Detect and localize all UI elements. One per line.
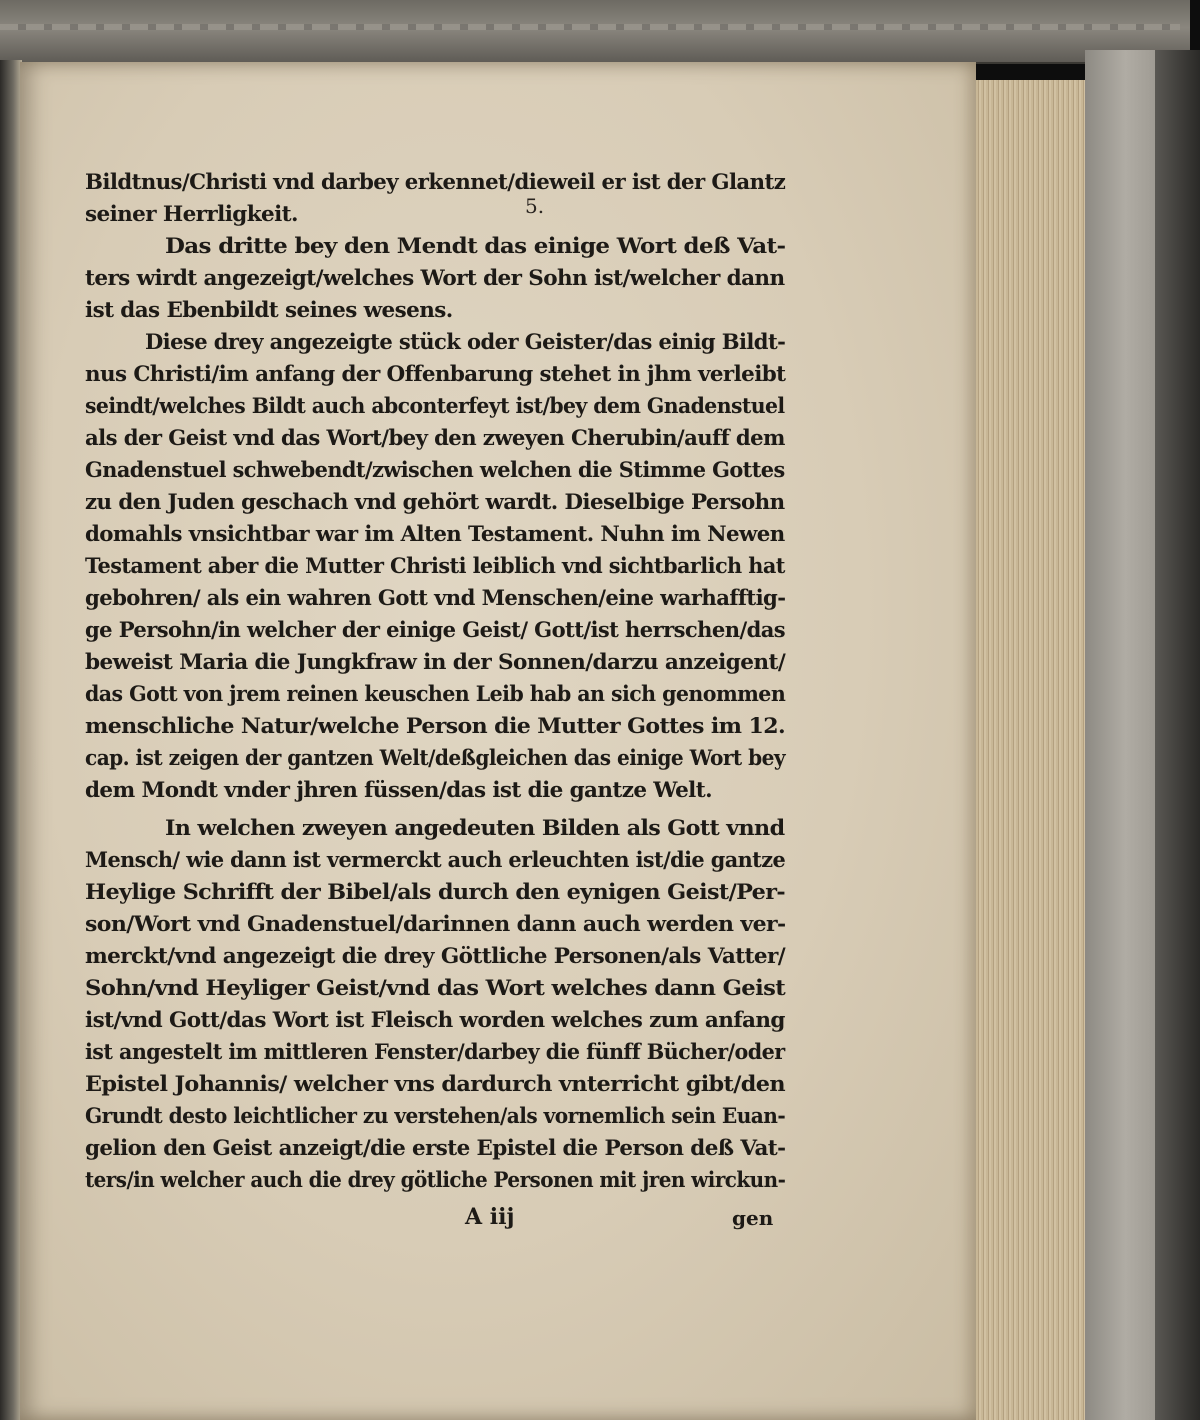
text-line: ters/in welcher auch die drey götliche Personen mit jren wirckun- xyxy=(85,1168,786,1193)
text-line: Sohn/vnd Heyliger Geist/vnd das Wort welches dann Geist xyxy=(85,976,786,1001)
text-line: dem Mondt vnder jhren füssen/das ist die gantze Welt. xyxy=(85,778,712,803)
text-line: ist angestelt im mittleren Fenster/darbey die fünff Bücher/oder xyxy=(85,1040,785,1065)
text-line: zu den Juden geschach vnd gehört wardt. Dieselbige Persohn xyxy=(85,490,785,515)
text-line: Gnadenstuel schwebendt/zwischen welchen die Stimme Gottes xyxy=(85,458,785,483)
text-line: cap. ist zeigen der gantzen Welt/deßgleichen das einige Wort bey xyxy=(85,746,785,771)
text-line: Mensch/ wie dann ist vermerckt auch erleuchten ist/die gantze xyxy=(85,848,786,873)
text-line: beweist Maria die Jungkfraw in der Sonnen/darzu anzeigent/ xyxy=(85,650,786,675)
text-line: Diese drey angezeigte stück oder Geister/das einig Bildt- xyxy=(145,330,786,355)
binding-stitching xyxy=(0,24,1180,30)
text-line: seindt/welches Bildt auch abconterfeyt ist/bey dem Gnadenstuel xyxy=(85,394,785,419)
text-line: In welchen zweyen angedeuten Bilden als Gott vnnd xyxy=(165,816,785,841)
text-line: ge Persohn/in welcher der einige Geist/ Gott/ist herrschen/das xyxy=(85,618,786,643)
text-line: das Gott von jrem reinen keuschen Leib hab an sich genommen xyxy=(85,682,786,707)
text-line: merckt/vnd angezeigt die drey Göttliche Personen/als Vatter/ xyxy=(85,944,785,969)
page-number: 5. xyxy=(525,194,545,218)
text-line: domahls vnsichtbar war im Alten Testament. Nuhn im Newen xyxy=(85,522,785,547)
page-block-edges xyxy=(975,80,1086,1420)
text-line: Epistel Johannis/ welcher vns dardurch vnterricht gibt/den xyxy=(85,1072,785,1097)
text-line: als der Geist vnd das Wort/bey den zweyen Cherubin/auff dem xyxy=(85,426,785,451)
book-cover-right xyxy=(1085,50,1200,1420)
text-line: Das dritte bey den Mendt das einige Wort deß Vat- xyxy=(165,234,786,259)
signature-mark: A iij xyxy=(465,1204,515,1230)
text-line: seiner Herrligkeit. xyxy=(85,202,298,227)
text-line: son/Wort vnd Gnadenstuel/darinnen dann auch werden ver- xyxy=(85,912,786,937)
text-line: Bildtnus/Christi vnd darbey erkennet/dieweil er ist der Glantz xyxy=(85,170,786,195)
text-line: ist das Ebenbildt seines wesens. xyxy=(85,298,453,323)
text-line: Grundt desto leichtlicher zu verstehen/als vornemlich sein Euan- xyxy=(85,1104,786,1129)
left-page-edge xyxy=(0,60,22,1420)
text-line: ist/vnd Gott/das Wort ist Fleisch worden welches zum anfang xyxy=(85,1008,785,1033)
text-line: gebohren/ als ein wahren Gott vnd Menschen/eine warhafftig- xyxy=(85,586,786,611)
text-line: ters wirdt angezeigt/welches Wort der Sohn ist/welcher dann xyxy=(85,266,785,291)
text-line: Heylige Schrifft der Bibel/als durch den eynigen Geist/Per- xyxy=(85,880,785,905)
text-line: gelion den Geist anzeigt/die erste Epistel die Person deß Vat- xyxy=(85,1136,786,1161)
text-line: menschliche Natur/welche Person die Mutter Gottes im 12. xyxy=(85,714,786,739)
catchword: gen xyxy=(732,1206,774,1230)
text-line: nus Christi/im anfang der Offenbarung stehet in jhm verleibt xyxy=(85,362,786,387)
text-line: Testament aber die Mutter Christi leiblich vnd sichtbarlich hat xyxy=(85,554,785,579)
book-binding-top xyxy=(0,0,1190,64)
